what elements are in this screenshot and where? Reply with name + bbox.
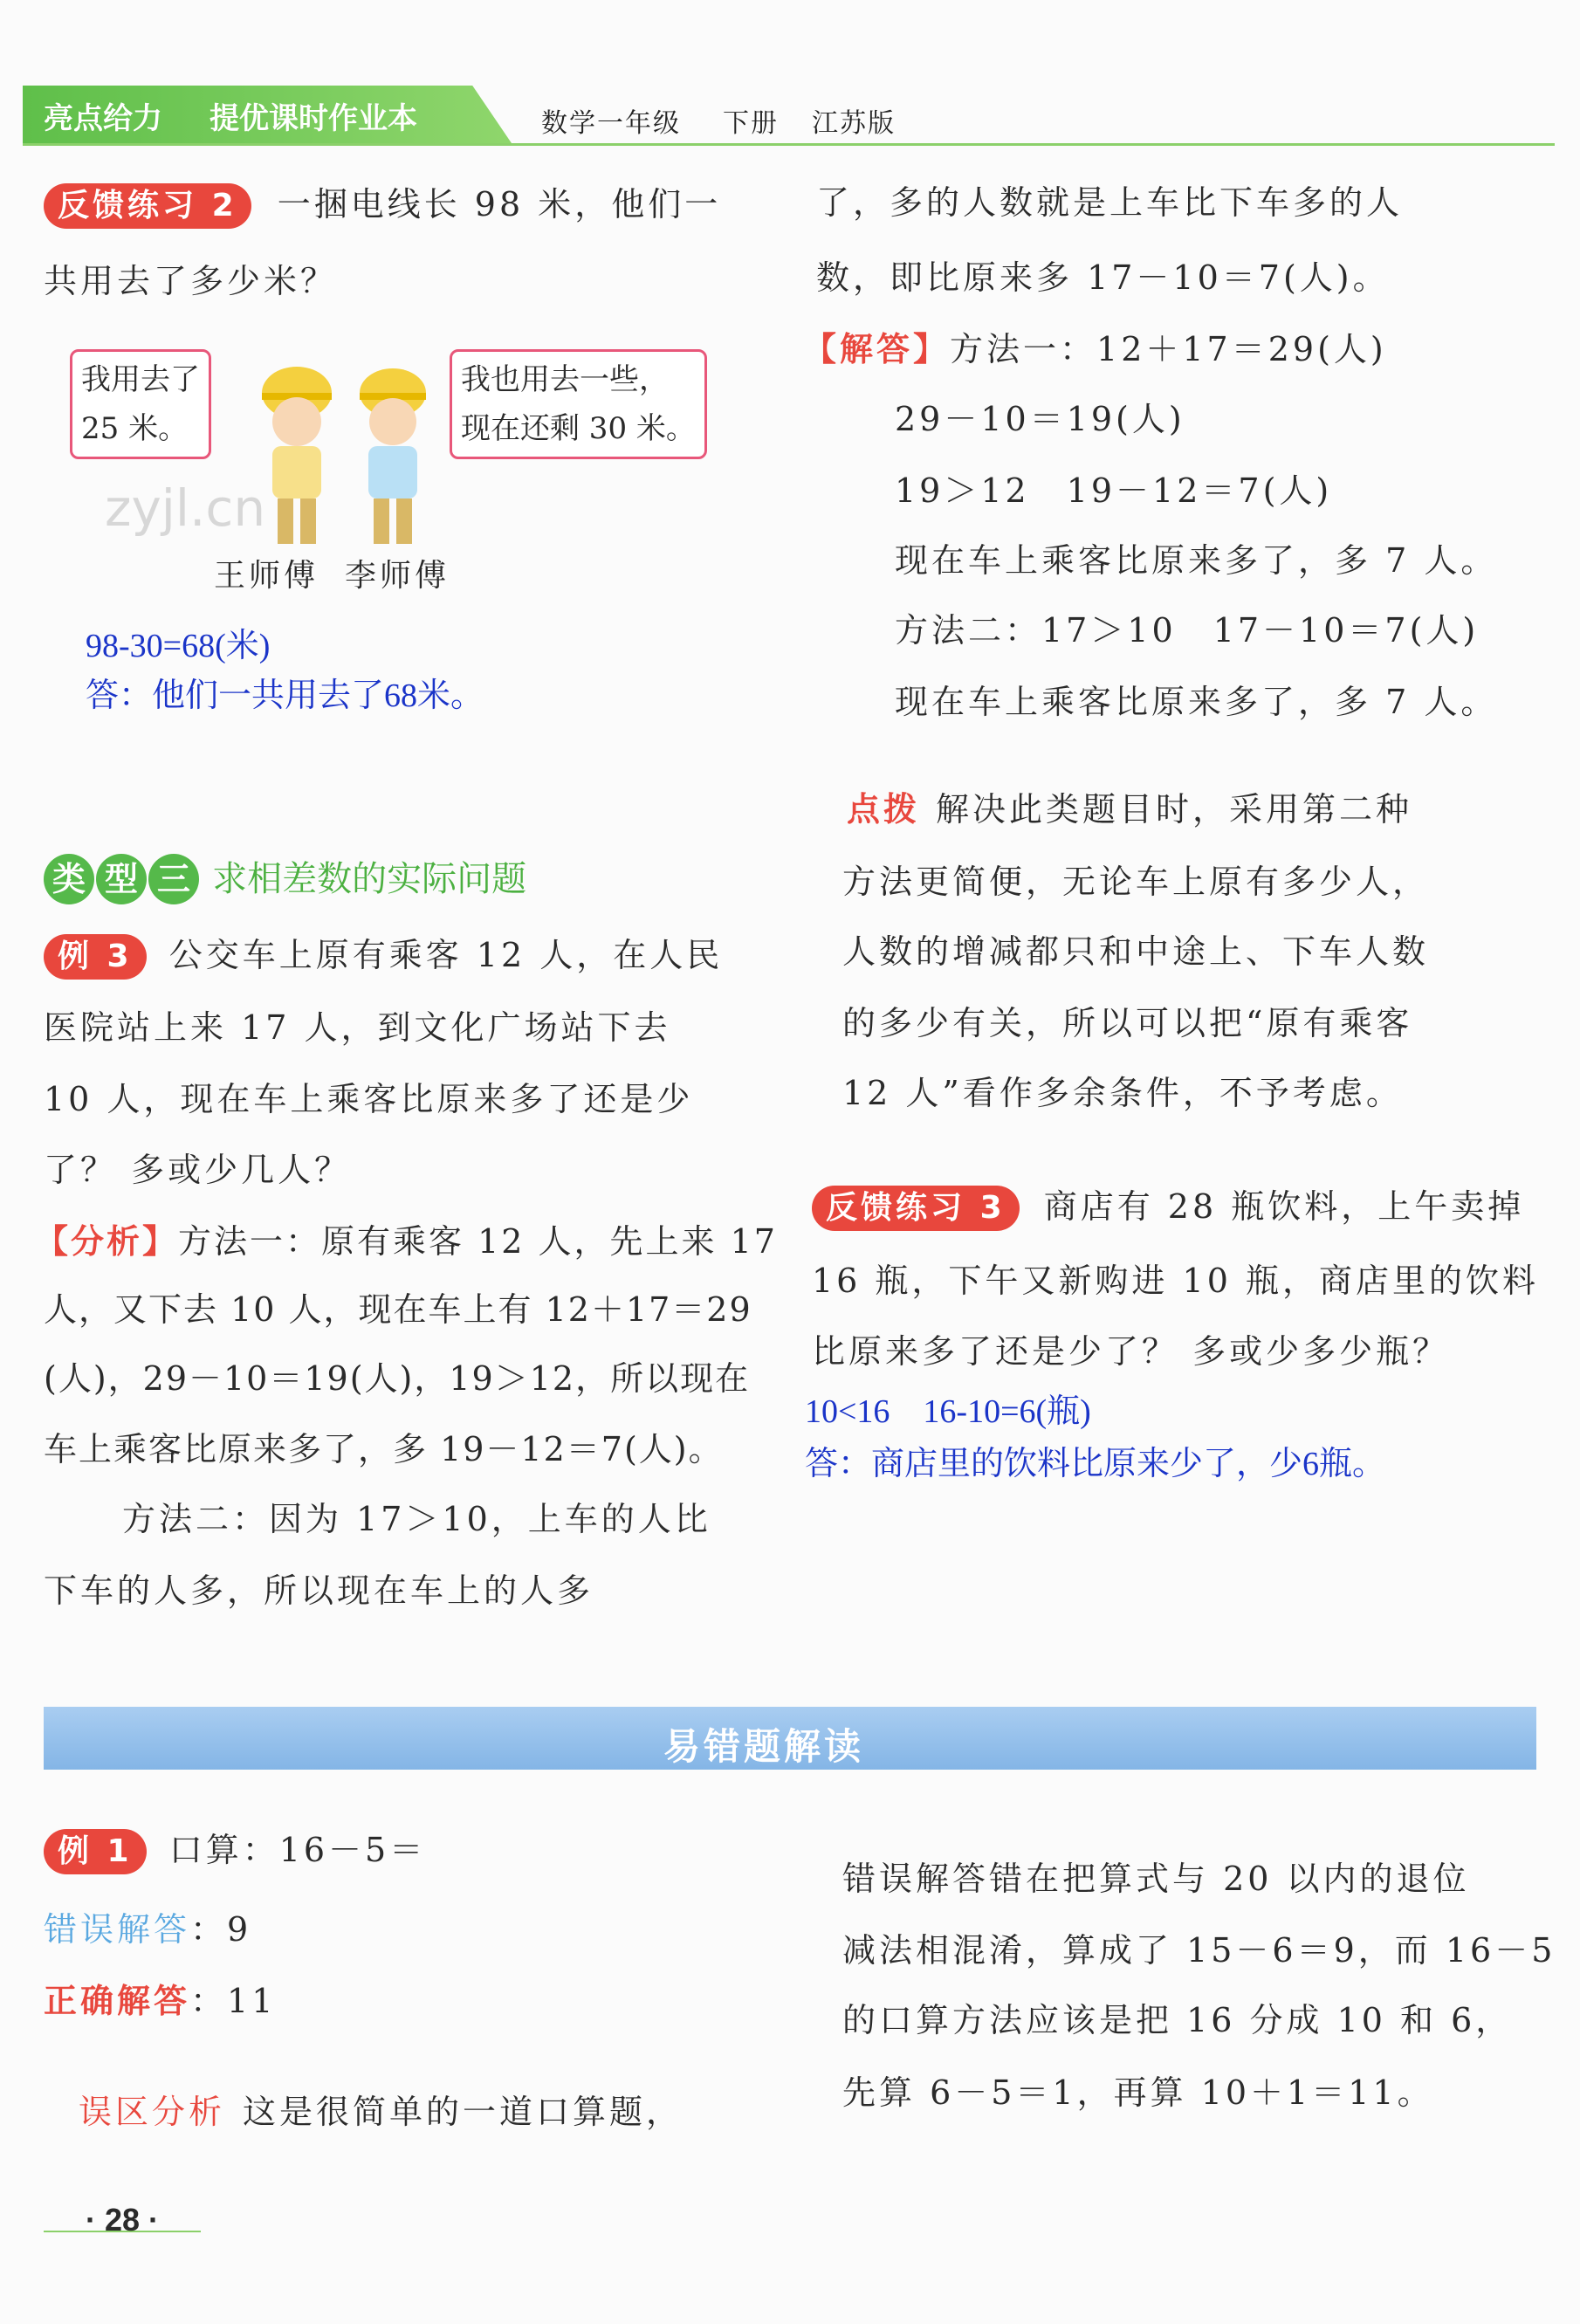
ex3-analysis-line5: 方法二：因为 17＞10，上车的人比 bbox=[122, 1500, 711, 1538]
type3-char-1: 类 bbox=[44, 854, 94, 904]
solution-line3: 19＞12 19－12＝7(人) bbox=[895, 471, 1333, 510]
fb2-answer-line1: 98-30=68(米) bbox=[86, 628, 271, 664]
watermark: zyjl.cn bbox=[105, 478, 266, 538]
ex3-analysis-line3: (人)，29－10＝19(人)，19＞12，所以现在 bbox=[44, 1359, 751, 1398]
solution-label: 【解答】 bbox=[803, 330, 951, 368]
analysis-label: 【分析】 bbox=[35, 1222, 179, 1261]
tip-line4: 的多少有关，所以可以把“原有乘客 bbox=[842, 1004, 1413, 1042]
fb3-tag: 反馈练习 3 bbox=[812, 1186, 1020, 1231]
type3-heading bbox=[44, 851, 526, 904]
name-li: 李师傅 bbox=[345, 558, 450, 594]
err-analysis-line1: 误区分析 这是很简单的一道口算题， bbox=[79, 2093, 684, 2131]
fb2-question-line1: 反馈练习 2 一捆电线长 98 米，他们一 bbox=[44, 183, 721, 229]
ex3-analysis-line4: 车上乘客比原来多了，多 19－12＝7(人)。 bbox=[44, 1430, 724, 1468]
fb3-answer-line1: 10<16 16-10=6(瓶) bbox=[805, 1393, 1091, 1430]
fb3-answer-line2: 答：商店里的饮料比原来少了，少6瓶。 bbox=[805, 1446, 1386, 1482]
right-line1: 了，多的人数就是上车比下车多的人 bbox=[816, 183, 1404, 222]
err-right-line2: 减法相混淆，算成了 15－6＝9，而 16－5 bbox=[842, 1931, 1556, 1970]
solution-line2: 29－10＝19(人) bbox=[895, 400, 1185, 438]
bubble-left: 我用去了 25 米。 bbox=[70, 349, 211, 459]
err-right-line1: 错误解答错在把算式与 20 以内的退位 bbox=[842, 1860, 1470, 1898]
fb2-tag: 反馈练习 2 bbox=[44, 183, 251, 229]
type3-title: 求相差数的实际问题 bbox=[212, 859, 527, 899]
err-right-line4: 先算 6－5＝1，再算 10＋1＝11。 bbox=[842, 2073, 1434, 2112]
err-question: 例 1 口算：16－5＝ bbox=[44, 1829, 426, 1874]
right-line2: 数，即比原来多 17－10＝7(人)。 bbox=[816, 258, 1390, 297]
type3-char-3: 三 bbox=[148, 854, 199, 904]
tip-label: 点拨 bbox=[847, 790, 921, 829]
header-rule bbox=[23, 143, 1555, 146]
type3-char-2: 型 bbox=[96, 854, 147, 904]
err-tag: 例 1 bbox=[44, 1829, 147, 1874]
ex3-tag: 例 3 bbox=[44, 934, 147, 980]
err-wrong-answer: 错误解答：9 bbox=[44, 1910, 252, 1949]
ex3-line1: 例 3 公交车上原有乘客 12 人，在人民 bbox=[44, 934, 723, 980]
tip-line2: 方法更简便，无论车上原有多少人， bbox=[842, 863, 1430, 901]
workers-illustration bbox=[244, 354, 445, 554]
ex3-line4: 了？ 多或少几人？ bbox=[44, 1151, 352, 1189]
fb3-question-line1: 反馈练习 3 商店有 28 瓶饮料，上午卖掉 bbox=[812, 1186, 1524, 1231]
worker-wang-figure bbox=[262, 367, 332, 544]
tip-line1: 点拨 解决此类题目时，采用第二种 bbox=[847, 790, 1413, 829]
tip-line5: 12 人”看作多余条件，不予考虑。 bbox=[842, 1074, 1403, 1112]
edition-label: 江苏版 bbox=[812, 108, 896, 139]
ex3-analysis-line2: 人，又下去 10 人，现在车上有 12＋17＝29 bbox=[44, 1290, 752, 1329]
subject-label: 数学一年级 bbox=[541, 108, 681, 139]
solution-line4: 现在车上乘客比原来多了，多 7 人。 bbox=[895, 541, 1498, 580]
fb3-question-line3: 比原来多了还是少了？ 多或少多少瓶？ bbox=[812, 1332, 1450, 1371]
brand-name: 亮点给力 bbox=[44, 101, 162, 136]
worker-li-figure bbox=[360, 368, 426, 544]
ex3-analysis-line1: 【分析】方法一：原有乘客 12 人，先上来 17 bbox=[35, 1222, 778, 1261]
ex3-line3: 10 人，现在车上乘客比原来多了还是少 bbox=[44, 1080, 694, 1118]
err-right-answer: 正确解答：11 bbox=[44, 1982, 277, 2020]
fb2-question-line2: 共用去了多少米？ bbox=[44, 262, 338, 300]
volume-label: 下册 bbox=[723, 108, 779, 139]
ex3-line2: 医院站上来 17 人，到文化广场站下去 bbox=[44, 1008, 671, 1047]
page-number: · 28 · bbox=[86, 2202, 160, 2238]
ex3-analysis-line6: 下车的人多，所以现在车上的人多 bbox=[44, 1571, 594, 1610]
solution-line1: 【解答】方法一：12＋17＝29(人) bbox=[803, 330, 1387, 368]
fb2-answer-line2: 答：他们一共用去了68米。 bbox=[86, 677, 484, 714]
misconception-label: 误区分析 bbox=[79, 2093, 226, 2131]
book-title: 提优课时作业本 bbox=[210, 101, 417, 136]
solution-line6: 现在车上乘客比原来多了，多 7 人。 bbox=[895, 683, 1498, 721]
tip-line3: 人数的增减都只和中途上、下车人数 bbox=[842, 932, 1430, 971]
err-right-line3: 的口算方法应该是把 16 分成 10 和 6， bbox=[842, 2001, 1513, 2039]
bubble-right: 我也用去一些， 现在还剩 30 米。 bbox=[450, 349, 707, 459]
banner-title: 易错题解读 bbox=[663, 1725, 865, 1768]
fb3-question-line2: 16 瓶，下午又新购进 10 瓶，商店里的饮料 bbox=[812, 1262, 1539, 1300]
name-wang: 王师傅 bbox=[214, 558, 319, 594]
solution-line5: 方法二：17＞10 17－10＝7(人) bbox=[895, 611, 1480, 650]
